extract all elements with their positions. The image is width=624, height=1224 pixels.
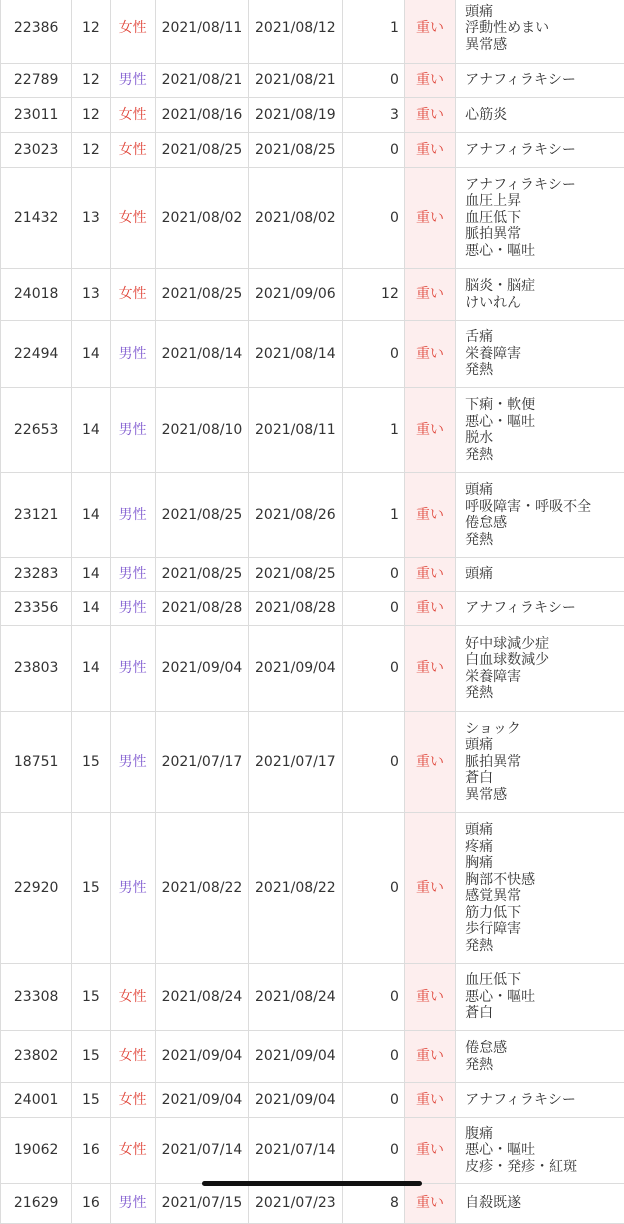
- symptom-item: 下痢・軟便: [465, 397, 624, 414]
- report-id-cell: 22494: [1, 321, 72, 388]
- days-to-onset-cell: 1: [342, 0, 404, 64]
- symptom-item: 発熱: [465, 938, 624, 955]
- table-row: [1, 813, 624, 964]
- onset-date-cell: 2021/09/04: [249, 626, 342, 712]
- report-id-cell: 23356: [1, 592, 72, 626]
- vaccination-date-cell: 2021/08/10: [155, 388, 248, 473]
- report-id-cell: 22789: [1, 64, 72, 98]
- symptom-item: 脱水: [465, 430, 624, 447]
- severity-cell: 重い: [404, 964, 455, 1031]
- days-to-onset-cell: 0: [342, 1031, 404, 1083]
- symptoms-cell: [456, 168, 624, 269]
- severity-cell: 重い: [404, 98, 455, 133]
- symptom-item: 感覚異常: [465, 888, 624, 905]
- sex-cell: 女性: [110, 168, 155, 269]
- table-row: [1, 321, 624, 388]
- symptom-item: 頭痛: [465, 737, 624, 754]
- vaccination-date-cell: 2021/08/25: [155, 473, 248, 558]
- symptoms-cell: [456, 1184, 624, 1224]
- vaccination-date-cell: 2021/08/28: [155, 592, 248, 626]
- report-id-cell: 23308: [1, 964, 72, 1031]
- symptom-item: 腹痛: [465, 1126, 624, 1143]
- sex-cell: 女性: [110, 1031, 155, 1083]
- sex-cell: 男性: [110, 64, 155, 98]
- symptom-item: 発熱: [465, 362, 624, 379]
- symptom-item: 悪心・嘔吐: [465, 243, 624, 260]
- symptom-item: 浮動性めまい: [465, 20, 624, 37]
- age-cell: 14: [72, 321, 110, 388]
- symptom-item: アナフィラキシー: [465, 600, 624, 617]
- severity-cell: 重い: [404, 388, 455, 473]
- sex-cell: 女性: [110, 0, 155, 64]
- vaccination-date-cell: 2021/08/22: [155, 813, 248, 964]
- days-to-onset-cell: 0: [342, 1118, 404, 1184]
- onset-date-cell: 2021/08/12: [249, 0, 342, 64]
- symptom-item: 倦怠感: [465, 1040, 624, 1057]
- symptoms-cell: [456, 592, 624, 626]
- vaccination-date-cell: 2021/09/04: [155, 1031, 248, 1083]
- symptom-item: アナフィラキシー: [465, 177, 624, 194]
- table-row: [1, 388, 624, 473]
- sex-cell: 男性: [110, 473, 155, 558]
- vaccination-date-cell: 2021/09/04: [155, 1083, 248, 1118]
- symptom-item: 異常感: [465, 787, 624, 804]
- days-to-onset-cell: 3: [342, 98, 404, 133]
- age-cell: 14: [72, 473, 110, 558]
- days-to-onset-cell: 0: [342, 558, 404, 592]
- table-row: [1, 1184, 624, 1224]
- vaccination-date-cell: 2021/07/17: [155, 712, 248, 813]
- severity-cell: 重い: [404, 712, 455, 813]
- days-to-onset-cell: 0: [342, 626, 404, 712]
- symptom-item: 舌痛: [465, 329, 624, 346]
- symptom-item: 白血球数減少: [465, 652, 624, 669]
- symptom-item: 筋力低下: [465, 905, 624, 922]
- symptoms-cell: [456, 626, 624, 712]
- symptoms-cell: [456, 269, 624, 321]
- symptom-item: 好中球減少症: [465, 636, 624, 653]
- symptom-item: 頭痛: [465, 4, 624, 21]
- symptom-item: 発熱: [465, 532, 624, 549]
- symptoms-cell: [456, 133, 624, 168]
- sex-cell: 男性: [110, 626, 155, 712]
- symptom-item: 悪心・嘔吐: [465, 1142, 624, 1159]
- report-id-cell: 23011: [1, 98, 72, 133]
- symptom-item: 血圧低下: [465, 972, 624, 989]
- vaccination-date-cell: 2021/08/25: [155, 133, 248, 168]
- symptom-item: 脈拍異常: [465, 754, 624, 771]
- severity-cell: 重い: [404, 626, 455, 712]
- symptom-item: 蒼白: [465, 770, 624, 787]
- sex-cell: 男性: [110, 558, 155, 592]
- symptom-item: けいれん: [465, 295, 624, 312]
- report-id-cell: 23802: [1, 1031, 72, 1083]
- age-cell: 12: [72, 133, 110, 168]
- symptom-item: アナフィラキシー: [465, 1092, 624, 1109]
- days-to-onset-cell: 0: [342, 168, 404, 269]
- symptom-item: 歩行障害: [465, 921, 624, 938]
- symptom-item: 血圧低下: [465, 210, 624, 227]
- symptom-item: 蒼白: [465, 1005, 624, 1022]
- report-id-cell: 21629: [1, 1184, 72, 1224]
- age-cell: 12: [72, 64, 110, 98]
- age-cell: 15: [72, 1031, 110, 1083]
- onset-date-cell: 2021/08/11: [249, 388, 342, 473]
- onset-date-cell: 2021/09/06: [249, 269, 342, 321]
- table-row: [1, 64, 624, 98]
- days-to-onset-cell: 0: [342, 321, 404, 388]
- symptom-item: 発熱: [465, 685, 624, 702]
- days-to-onset-cell: 12: [342, 269, 404, 321]
- age-cell: 14: [72, 388, 110, 473]
- vaccination-date-cell: 2021/08/02: [155, 168, 248, 269]
- days-to-onset-cell: 0: [342, 813, 404, 964]
- report-id-cell: 23121: [1, 473, 72, 558]
- report-id-cell: 18751: [1, 712, 72, 813]
- severity-cell: 重い: [404, 321, 455, 388]
- severity-cell: 重い: [404, 0, 455, 64]
- age-cell: 14: [72, 592, 110, 626]
- table-body: [1, 0, 624, 1224]
- onset-date-cell: 2021/07/14: [249, 1118, 342, 1184]
- sex-cell: 女性: [110, 1118, 155, 1184]
- sex-cell: 女性: [110, 269, 155, 321]
- severity-cell: 重い: [404, 1118, 455, 1184]
- symptoms-cell: [456, 64, 624, 98]
- severity-cell: 重い: [404, 64, 455, 98]
- symptoms-cell: [456, 1118, 624, 1184]
- table-row: [1, 964, 624, 1031]
- home-indicator[interactable]: [202, 1181, 422, 1186]
- symptom-item: 異常感: [465, 37, 624, 54]
- symptoms-cell: [456, 98, 624, 133]
- symptoms-cell: [456, 1031, 624, 1083]
- symptom-item: 発熱: [465, 1057, 624, 1074]
- report-id-cell: 23283: [1, 558, 72, 592]
- age-cell: 14: [72, 626, 110, 712]
- table-row: [1, 168, 624, 269]
- report-id-cell: 23023: [1, 133, 72, 168]
- onset-date-cell: 2021/07/23: [249, 1184, 342, 1224]
- vaccination-date-cell: 2021/08/24: [155, 964, 248, 1031]
- onset-date-cell: 2021/08/21: [249, 64, 342, 98]
- symptoms-cell: [456, 558, 624, 592]
- sex-cell: 女性: [110, 964, 155, 1031]
- onset-date-cell: 2021/08/25: [249, 133, 342, 168]
- report-id-cell: 19062: [1, 1118, 72, 1184]
- table-row: [1, 98, 624, 133]
- symptom-item: 呼吸障害・呼吸不全: [465, 499, 624, 516]
- sex-cell: 男性: [110, 813, 155, 964]
- severity-cell: 重い: [404, 473, 455, 558]
- sex-cell: 男性: [110, 592, 155, 626]
- vaccination-date-cell: 2021/08/25: [155, 269, 248, 321]
- age-cell: 13: [72, 269, 110, 321]
- severity-cell: 重い: [404, 133, 455, 168]
- vaccination-date-cell: 2021/08/14: [155, 321, 248, 388]
- symptoms-cell: [456, 473, 624, 558]
- symptom-item: 胸痛: [465, 855, 624, 872]
- symptom-item: 頭痛: [465, 482, 624, 499]
- onset-date-cell: 2021/08/24: [249, 964, 342, 1031]
- symptom-item: 栄養障害: [465, 346, 624, 363]
- symptoms-cell: [456, 388, 624, 473]
- onset-date-cell: 2021/07/17: [249, 712, 342, 813]
- days-to-onset-cell: 0: [342, 133, 404, 168]
- symptoms-cell: [456, 1083, 624, 1118]
- vaccination-date-cell: 2021/08/25: [155, 558, 248, 592]
- vaccination-date-cell: 2021/09/04: [155, 626, 248, 712]
- report-id-cell: 22653: [1, 388, 72, 473]
- vaccination-date-cell: 2021/07/14: [155, 1118, 248, 1184]
- days-to-onset-cell: 0: [342, 592, 404, 626]
- table-row: [1, 592, 624, 626]
- report-id-cell: 21432: [1, 168, 72, 269]
- sex-cell: 女性: [110, 1083, 155, 1118]
- symptom-item: 心筋炎: [465, 107, 624, 124]
- vaccination-date-cell: 2021/08/11: [155, 0, 248, 64]
- symptoms-cell: [456, 712, 624, 813]
- symptom-item: 頭痛: [465, 822, 624, 839]
- table-row: [1, 0, 624, 64]
- symptom-item: 脈拍異常: [465, 226, 624, 243]
- sex-cell: 女性: [110, 133, 155, 168]
- table-row: [1, 1031, 624, 1083]
- onset-date-cell: 2021/08/14: [249, 321, 342, 388]
- onset-date-cell: 2021/08/25: [249, 558, 342, 592]
- days-to-onset-cell: 0: [342, 1083, 404, 1118]
- symptom-item: 自殺既遂: [465, 1195, 624, 1212]
- report-id-cell: 22386: [1, 0, 72, 64]
- table-row: [1, 1118, 624, 1184]
- symptom-item: アナフィラキシー: [465, 142, 624, 159]
- symptom-item: 頭痛: [465, 566, 624, 583]
- symptom-item: 栄養障害: [465, 669, 624, 686]
- symptom-item: 疼痛: [465, 839, 624, 856]
- report-id-cell: 24018: [1, 269, 72, 321]
- symptom-item: ショック: [465, 721, 624, 738]
- onset-date-cell: 2021/09/04: [249, 1083, 342, 1118]
- severity-cell: 重い: [404, 1031, 455, 1083]
- days-to-onset-cell: 1: [342, 388, 404, 473]
- table-row: [1, 133, 624, 168]
- symptom-item: 悪心・嘔吐: [465, 414, 624, 431]
- table-row: [1, 1083, 624, 1118]
- report-id-cell: 22920: [1, 813, 72, 964]
- symptoms-cell: [456, 964, 624, 1031]
- severity-cell: 重い: [404, 1083, 455, 1118]
- sex-cell: 女性: [110, 98, 155, 133]
- age-cell: 16: [72, 1184, 110, 1224]
- severity-cell: 重い: [404, 269, 455, 321]
- age-cell: 15: [72, 813, 110, 964]
- age-cell: 15: [72, 964, 110, 1031]
- symptom-item: 倦怠感: [465, 515, 624, 532]
- symptoms-cell: [456, 0, 624, 64]
- severity-cell: 重い: [404, 1184, 455, 1224]
- age-cell: 13: [72, 168, 110, 269]
- sex-cell: 男性: [110, 1184, 155, 1224]
- sex-cell: 男性: [110, 712, 155, 813]
- onset-date-cell: 2021/08/26: [249, 473, 342, 558]
- table-row: [1, 712, 624, 813]
- sex-cell: 男性: [110, 321, 155, 388]
- symptom-item: 脳炎・脳症: [465, 278, 624, 295]
- days-to-onset-cell: 0: [342, 64, 404, 98]
- age-cell: 12: [72, 98, 110, 133]
- table-row: [1, 473, 624, 558]
- severity-cell: 重い: [404, 592, 455, 626]
- symptom-item: 悪心・嘔吐: [465, 989, 624, 1006]
- table-row: [1, 269, 624, 321]
- days-to-onset-cell: 0: [342, 964, 404, 1031]
- age-cell: 12: [72, 0, 110, 64]
- age-cell: 14: [72, 558, 110, 592]
- days-to-onset-cell: 0: [342, 712, 404, 813]
- sex-cell: 男性: [110, 388, 155, 473]
- symptom-item: 血圧上昇: [465, 193, 624, 210]
- report-id-cell: 24001: [1, 1083, 72, 1118]
- severity-cell: 重い: [404, 168, 455, 269]
- symptom-item: 胸部不快感: [465, 872, 624, 889]
- onset-date-cell: 2021/09/04: [249, 1031, 342, 1083]
- symptoms-cell: [456, 813, 624, 964]
- symptom-item: 発熱: [465, 447, 624, 464]
- table-row: [1, 558, 624, 592]
- vaccination-date-cell: 2021/08/16: [155, 98, 248, 133]
- symptom-item: 皮疹・発疹・紅斑: [465, 1159, 624, 1176]
- days-to-onset-cell: 8: [342, 1184, 404, 1224]
- table-row: [1, 626, 624, 712]
- onset-date-cell: 2021/08/28: [249, 592, 342, 626]
- age-cell: 15: [72, 1083, 110, 1118]
- vaccination-date-cell: 2021/07/15: [155, 1184, 248, 1224]
- age-cell: 16: [72, 1118, 110, 1184]
- onset-date-cell: 2021/08/19: [249, 98, 342, 133]
- severity-cell: 重い: [404, 558, 455, 592]
- age-cell: 15: [72, 712, 110, 813]
- days-to-onset-cell: 1: [342, 473, 404, 558]
- symptoms-cell: [456, 321, 624, 388]
- vaccination-date-cell: 2021/08/21: [155, 64, 248, 98]
- report-id-cell: 23803: [1, 626, 72, 712]
- symptom-item: アナフィラキシー: [465, 72, 624, 89]
- onset-date-cell: 2021/08/02: [249, 168, 342, 269]
- onset-date-cell: 2021/08/22: [249, 813, 342, 964]
- severity-cell: 重い: [404, 813, 455, 964]
